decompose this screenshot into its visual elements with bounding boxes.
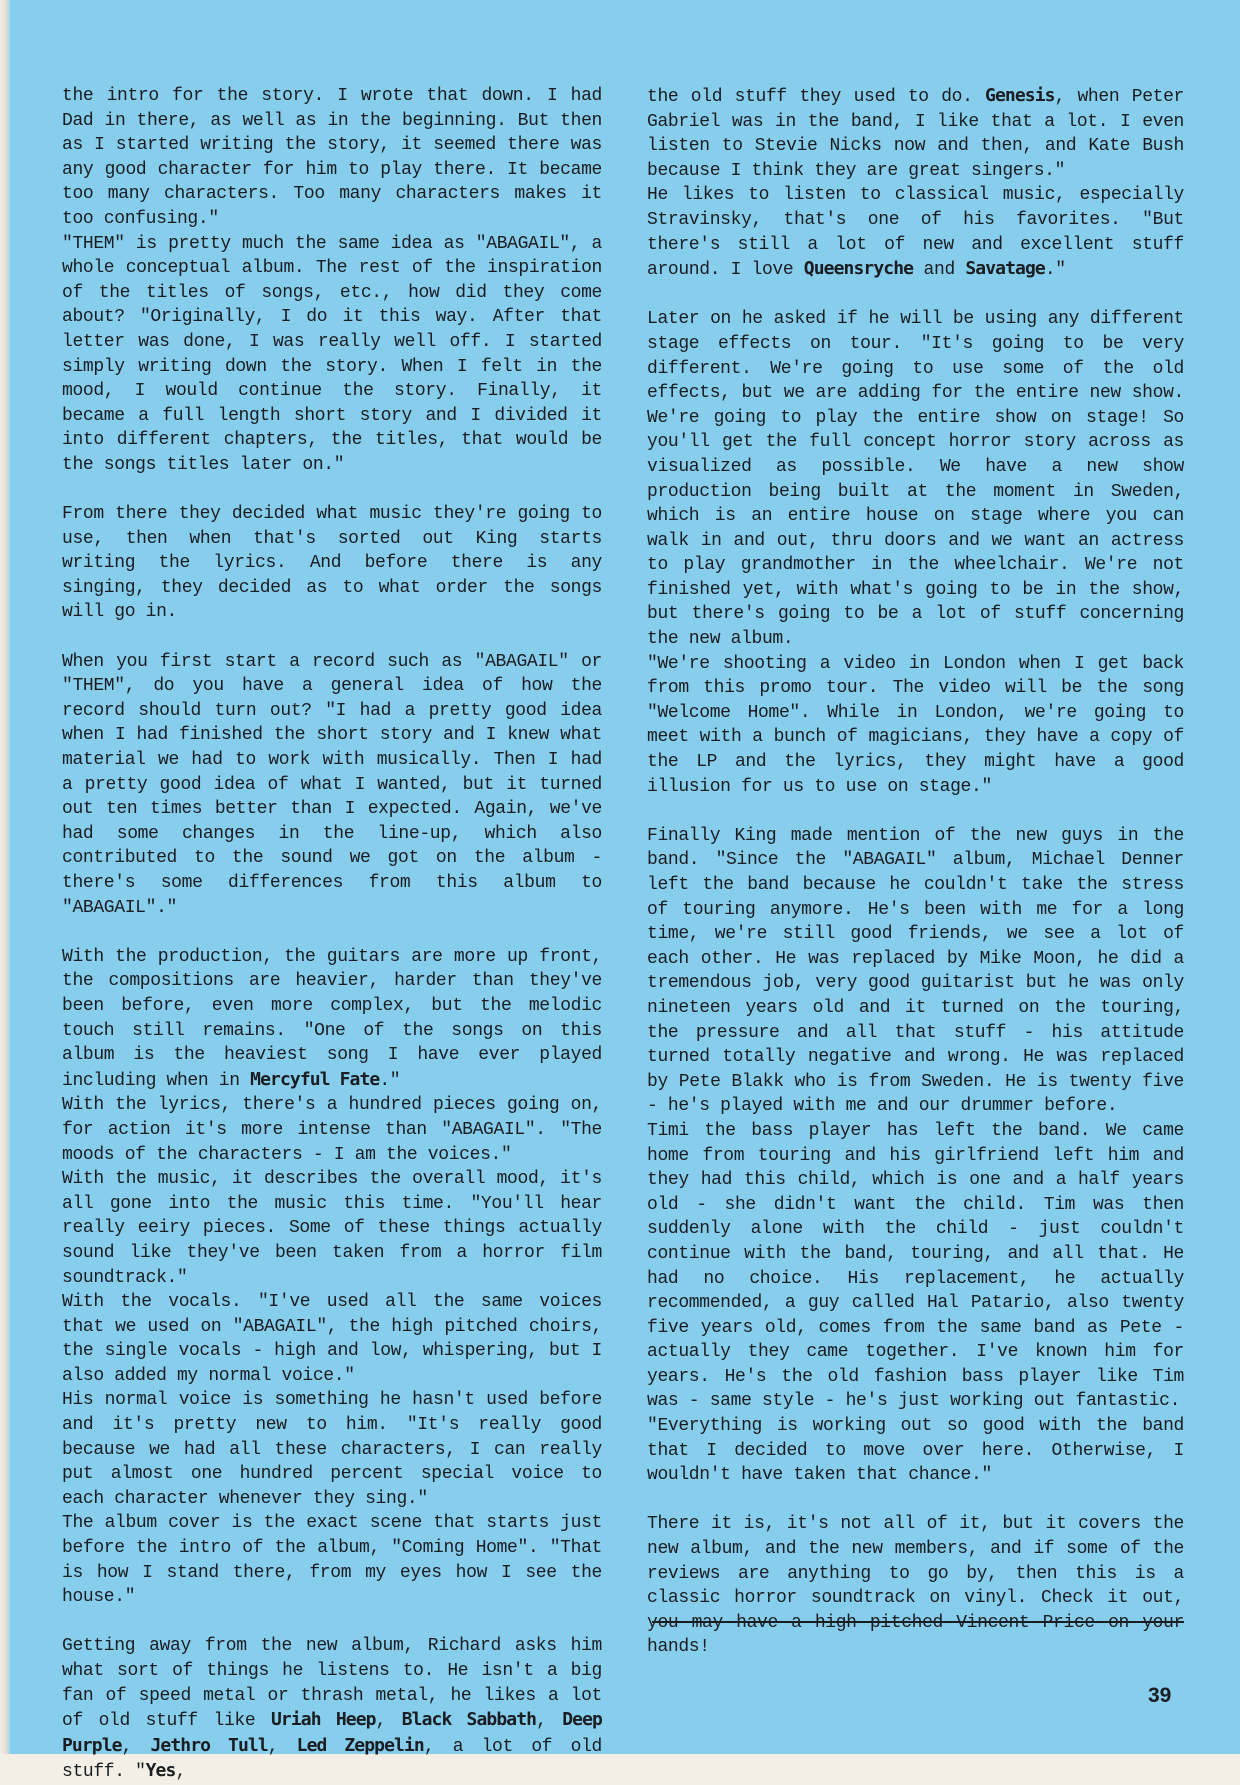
text-run: "THEM" is pretty much the same idea as "ABAGAIL", a whole conceptual album. The rest of the inspiration of the titles of songs, etc., how did they come about? "Originally, I do it this way. After that letter was done, I was really well off. I started simply writing down the story. When I felt in the mood, I would continue the story. Finally, it became a full length short story and I divided it into different chapters, the titles, that would be the songs titles later on." — [62, 233, 602, 475]
article-paragraph — [647, 1512, 1184, 1660]
text-run: , when Peter Gabriel was in the band, I like that a lot. I even listen to Stevie Nicks now and then, and Kate Bush because I think they are great singers." — [647, 87, 1184, 181]
band-name-bold: Uriah Heep — [271, 1709, 376, 1731]
text-run: , — [175, 1762, 186, 1783]
text-run: , — [536, 1711, 563, 1732]
text-run: With the lyrics, there's a hundred pieces going on, for action it's more intense than "ABAGAIL". "The moods of the characters - I am the voices." — [62, 1095, 602, 1165]
article-paragraph — [62, 650, 602, 921]
article-paragraph — [62, 1634, 602, 1785]
text-run: From there they decided what music they're going to use, then when that's sorted out King starts writing the lyrics. And before there is any singing, they decided as to what order the songs will go in. — [62, 504, 602, 623]
article-paragraph — [62, 1511, 602, 1609]
band-name-bold: Queensryche — [803, 258, 914, 280]
text-run: With the production, the guitars are more up front, the compositions are heavier, harder than they've been before, even more complex, but the melodic touch still remains. "One of the songs on this album is the heaviest song I have ever played including when in — [62, 946, 602, 1091]
band-name-bold: Black Sabbath — [401, 1709, 537, 1731]
text-run: The album cover is the exact scene that starts just before the intro of the album, "Coming Home". "That is how I stand there, from my eyes how I see the house." — [62, 1513, 602, 1608]
text-run: ." — [379, 1070, 401, 1091]
text-run: , — [267, 1736, 297, 1757]
article-paragraph — [647, 1414, 1184, 1488]
article-paragraph — [62, 84, 602, 232]
right-text-column — [647, 84, 1184, 1660]
text-run: "Everything is working out so good with the band that I decided to move over here. Otherwise, I wouldn't have taken that chance." — [647, 1416, 1184, 1486]
text-run: He likes to listen to classical music, especially Stravinsky, that's one of his favorites. "But there's still a lot of new and excellent stuff around. I love — [647, 185, 1184, 281]
article-paragraph — [62, 1290, 602, 1388]
left-text-column — [62, 84, 602, 1785]
article-paragraph — [62, 502, 602, 625]
text-run: His normal voice is something he hasn't used before and it's pretty new to him. "It's really good because we had all these characters, I can really put almost one hundred percent special voice to each character whenever they sing." — [62, 1390, 602, 1509]
article-paragraph — [62, 945, 602, 1094]
band-name-bold: Genesis — [985, 85, 1055, 106]
article-paragraph — [62, 1388, 602, 1511]
band-name-bold: Mercyful Fate — [250, 1068, 380, 1090]
text-run: With the music, it describes the overall mood, it's all gone into the music this time. "You'll hear really eeiry pieces. Some of these things actually sound like they've been taken from a horror film soundtrack." — [62, 1169, 602, 1288]
text-run: There it is, it's not all of it, but it covers the new album, and the new members, and if some of the reviews are anything to go by, then this is a classic horror soundtrack on vinyl. Check it out, you may have a high pitched Vincent Price on your hands! — [647, 1514, 1184, 1658]
text-run: ." — [1044, 260, 1066, 281]
band-name-bold: Yes — [145, 1760, 176, 1782]
article-paragraph — [647, 84, 1184, 183]
article-paragraph — [647, 307, 1184, 651]
article-paragraph — [647, 652, 1184, 800]
article-paragraph — [62, 232, 602, 478]
text-run: , a lot of old stuff. " — [62, 1736, 603, 1783]
text-run: the old stuff they used to do. — [647, 87, 986, 107]
text-run: Getting away from the new album, Richard asks him what sort of things he listens to. He isn't a big fan of speed metal or thrash metal, he likes a lot of old stuff like — [62, 1636, 602, 1732]
page-number: 39 — [1148, 1684, 1172, 1707]
article-paragraph — [647, 1119, 1184, 1414]
article-paragraph — [647, 183, 1184, 282]
text-run: and — [913, 260, 966, 281]
text-run: Timi the bass player has left the band. We came home from touring and his girlfriend left him and they had this child, which is one and a half years old - she didn't want the child. Tim was then suddenly alone with the child - just couldn't continue with the band, touring, and all that. He had no choice. His replacement, he actually recommended, a guy called Hal Patario, also twenty five years old, comes from the same band as Pete - actually they came together. I've known him for years. He's the old fashion bass player like Tim was - same style - he's just working out fantastic. — [647, 1120, 1184, 1412]
text-run: With the vocals. "I've used all the same voices that we used on "ABAGAIL", the high pitched choirs, the single vocals - high and low, whispering, but I also added my normal voice." — [62, 1292, 602, 1386]
text-run: the intro for the story. I wrote that down. I had Dad in there, as well as in the beginning. But then as I started writing the story, it seemed there was any good character for him to play there. It became too many characters. Too many characters makes it too confusing." — [62, 86, 602, 229]
text-run: , — [375, 1711, 402, 1732]
band-name-bold: Led Zeppelin — [296, 1734, 424, 1756]
band-name-bold: Deep Purple — [62, 1709, 602, 1756]
end-of-article-rule — [652, 1621, 1184, 1623]
text-run: "We're shooting a video in London when I get back from this promo tour. The video will be the song "Welcome Home". While in London, we're going to meet with a bunch of magicians, they have a copy of the LP and the lyrics, they might have a good illusion for us to use on stage." — [647, 653, 1184, 797]
text-run: , — [121, 1736, 151, 1757]
article-paragraph — [647, 824, 1184, 1119]
article-paragraph — [62, 1093, 602, 1167]
band-name-bold: Jethro Tull — [150, 1734, 268, 1756]
band-name-bold: Savatage — [965, 258, 1045, 280]
article-paragraph — [62, 1167, 602, 1290]
text-run: When you first start a record such as "ABAGAIL" or "THEM", do you have a general idea of how the record should turn out? "I had a pretty good idea when I had finished the short story and I knew what material we had to work with musically. Then I had a pretty good idea of what I wanted, but it turned out ten times better than I expected. Again, we've had some changes in the line-up, which also contributed to the sound we got on the album - there's some differences from this album to "ABAGAIL"." — [62, 651, 602, 918]
text-run: Finally King made mention of the new guys in the band. "Since the "ABAGAIL" album, Michael Denner left the band because he couldn't take the stress of touring anymore. He's been with me for a long time, we're still good friends, we see a lot of each other. He was replaced by Mike Moon, he did a tremendous job, very good guitarist but he was only nineteen years old and it turned on the touring, the pressure and all that stuff - his attitude turned totally negative and wrong. He was replaced by Pete Blakk who is from Sweden. He is twenty five - he's played with me and our drummer before. — [647, 825, 1184, 1117]
text-run: Later on he asked if he will be using any different stage effects on tour. "It's going to be very different. We're going to use some of the old effects, but we are adding for the entire new show. We're going to play the entire show on stage! So you'll get the full concept horror story across as visualized as possible. We have a new show production being built at the moment in Sweden, which is an entire house on stage where you can walk in and out, thru doors and we want an actress to play grandmother in the wheelchair. We're not finished yet, with what's going to be in the show, but there's going to be a lot of stuff concerning the new album. — [647, 309, 1184, 650]
page-spine-edge — [0, 0, 10, 1754]
